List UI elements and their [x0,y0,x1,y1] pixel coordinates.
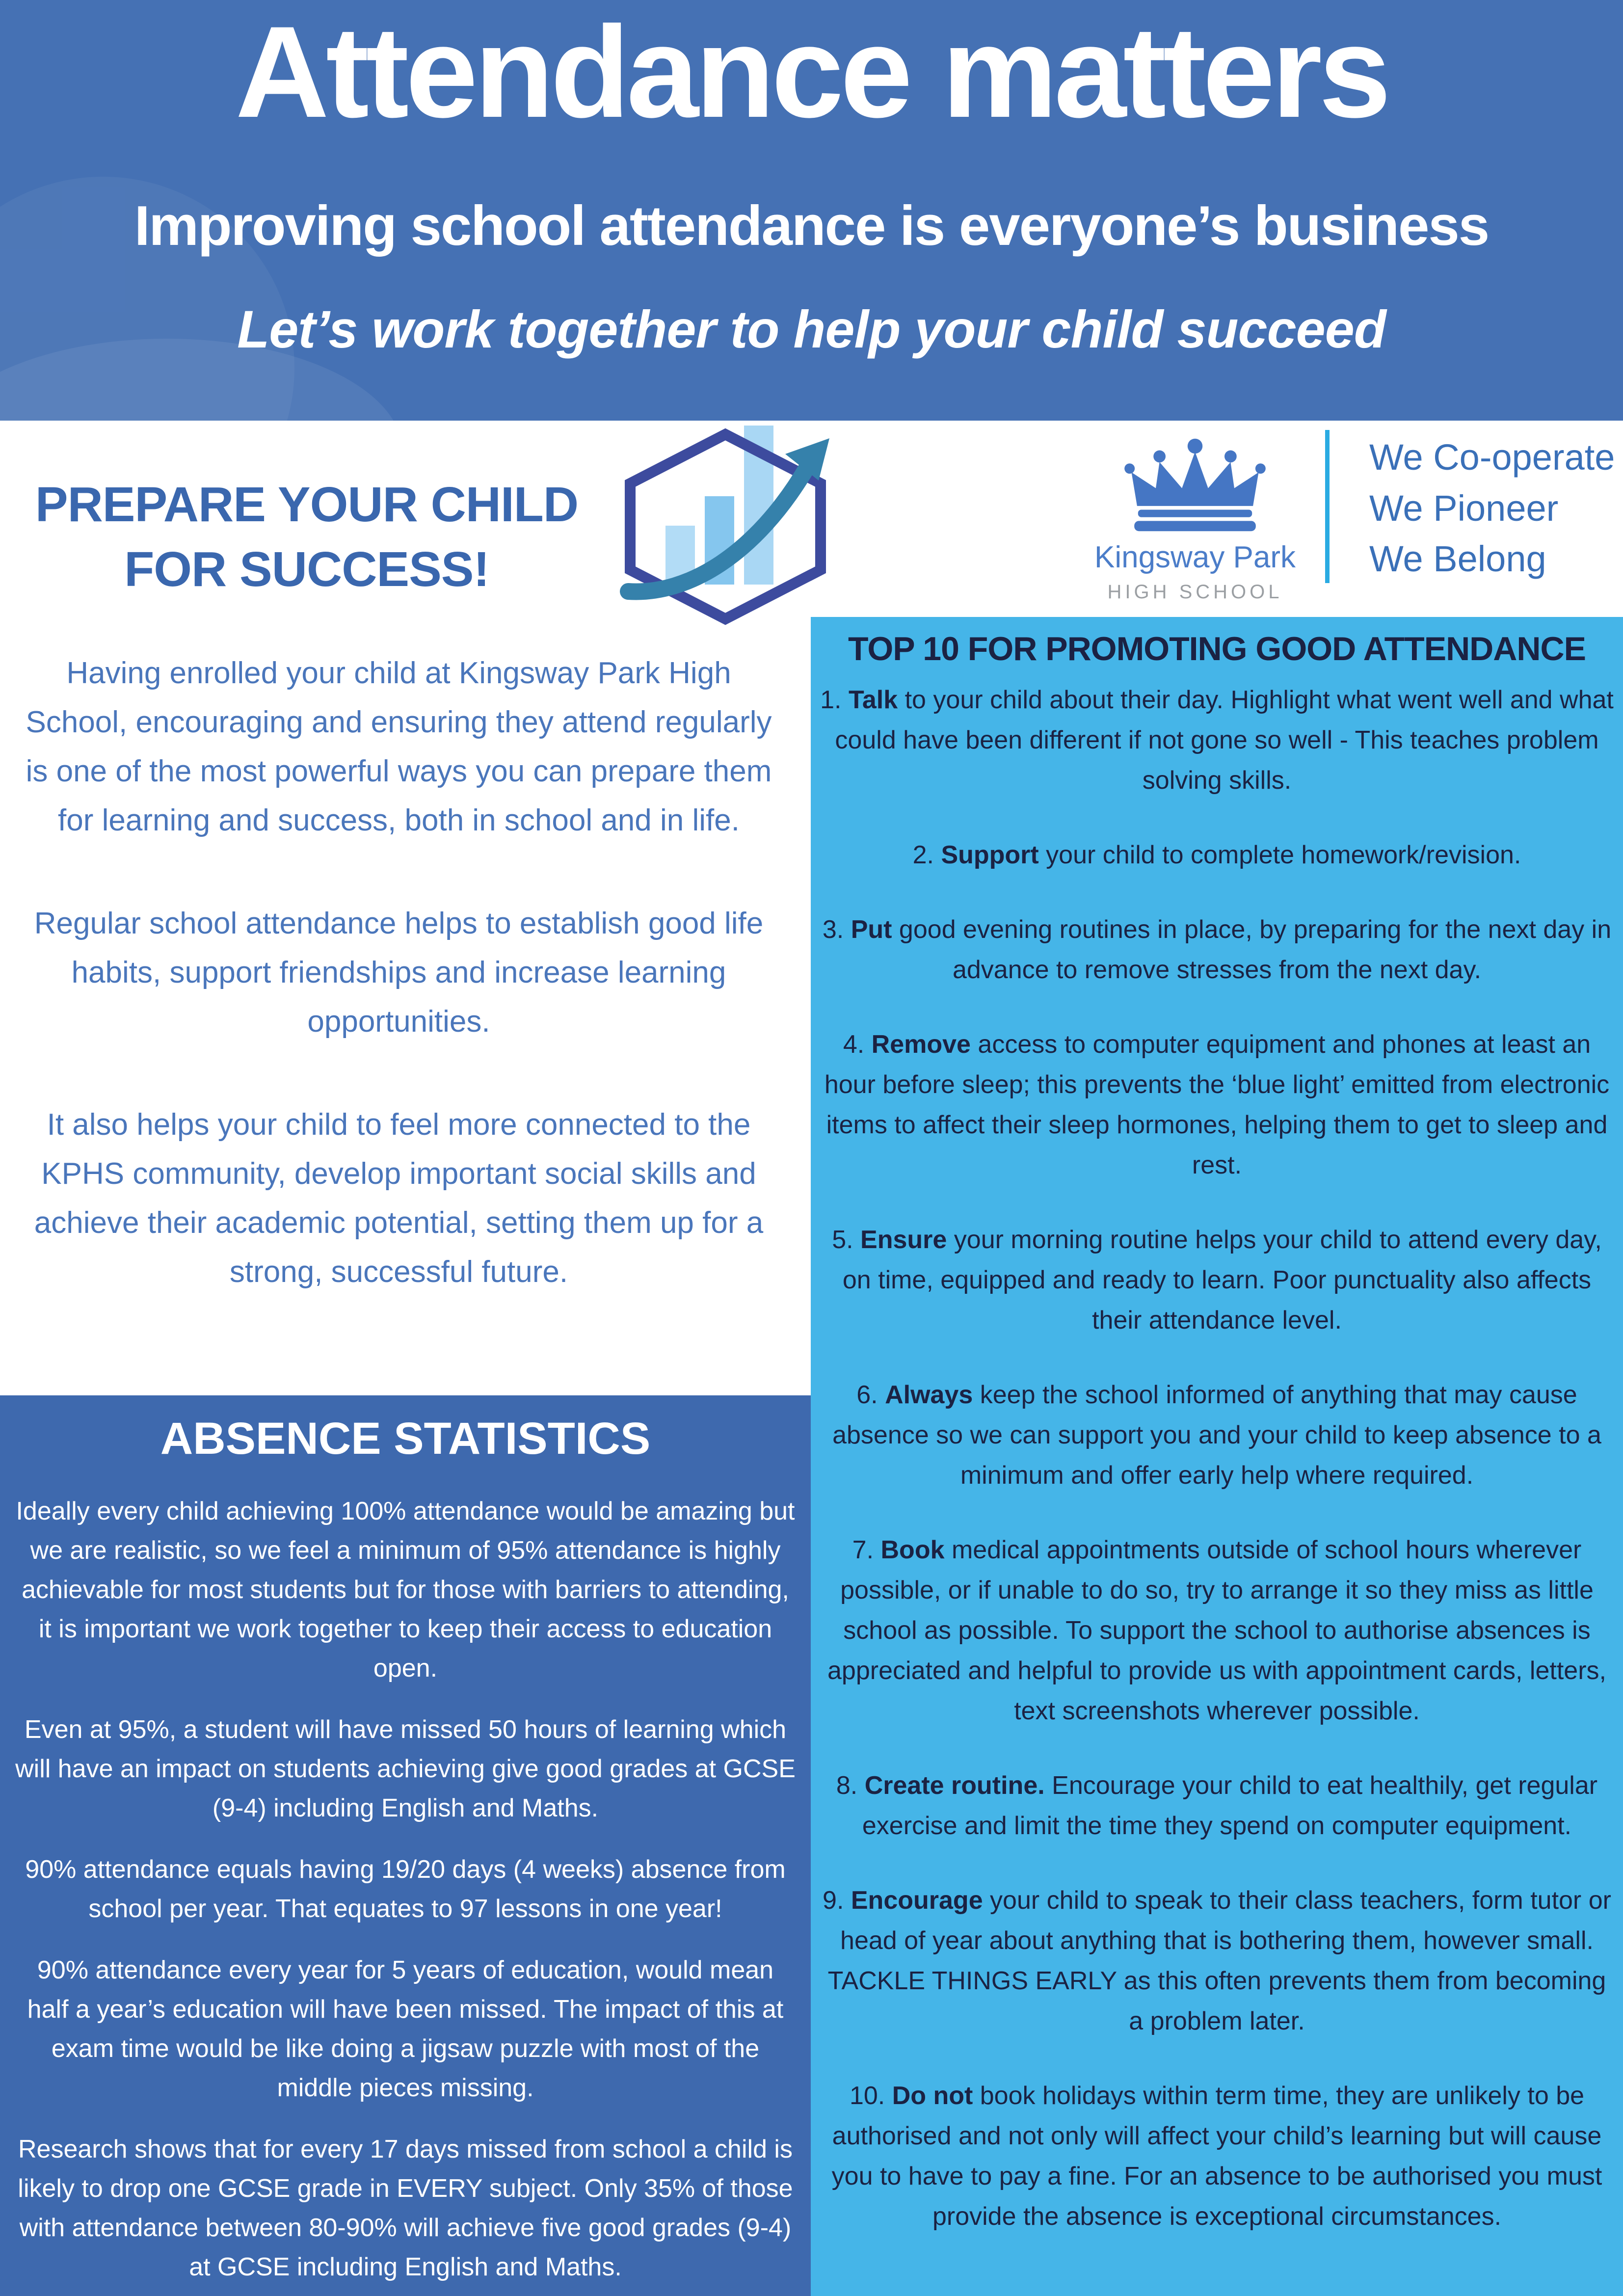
intro-paragraph: It also helps your child to feel more connected to the KPHS community, develop important social skills and achieve their academic potential, setting them up for a strong, successful future. [34,1108,764,1289]
top10-item-number: 1. [820,686,842,714]
intro-section [20,649,778,1351]
top10-item [818,1220,1616,1340]
top10-item-lead: Ensure [860,1226,947,1254]
top10-item-text: keep the school informed of anything that may cause absence so we can support you and your child to keep absence to a minimum and offer early help where required. [832,1381,1601,1490]
school-value-line: We Belong [1369,538,1546,580]
growth-chart-icon [614,422,836,629]
absence-title: ABSENCE STATISTICS [160,1414,651,1464]
top10-item-text: to your child about their day. Highlight what went well and what could have been different if not gone so well - This teaches problem solving skills. [835,686,1614,795]
top10-item-lead: Always [885,1381,973,1409]
top10-item-lead: Create routine. [864,1771,1045,1800]
absence-paragraph: 90% attendance equals having 19/20 days (4 weeks) absence from school per year. That equates to 97 lessons in one year! [25,1855,786,1923]
top10-item [818,1765,1616,1846]
school-name: Kingsway Park [1094,540,1296,574]
top10-item-lead: Remove [871,1030,971,1059]
top10-item-number: 9. [823,1886,844,1915]
poster-title: Attendance matters [235,0,1388,145]
top10-item [818,1530,1616,1731]
top10-item-text: access to computer equipment and phones at least an hour before sleep; this prevents the ‘blue light’ emitted from electronic items to affect their sleep hormones, helping them to get to sleep and rest. [824,1030,1610,1179]
absence-paragraph: Research shows that for every 17 days missed from school a child is likely to drop one GCSE grade in EVERY subject. Only 35% of those with attendance between 80-90% will achieve five good grades (9-4) at GCSE including English and Maths. [18,2135,793,2281]
brand-divider [1325,430,1330,583]
top10-item-number: 5. [832,1226,853,1254]
school-type: HIGH SCHOOL [1107,581,1283,603]
header-band [0,0,1623,421]
absence-panel [0,1395,811,2296]
absence-paragraph: Even at 95%, a student will have missed 50 hours of learning which will have an impact on students achieving give good grades at GCSE (9-4) including English and Maths. [15,1715,796,1822]
top10-item [818,835,1616,875]
top10-item [818,1880,1616,2041]
top10-title: TOP 10 FOR PROMOTING GOOD ATTENDANCE [848,630,1586,667]
top10-item-lead: Book [880,1536,945,1564]
absence-paragraph: 90% attendance every year for 5 years of education, would mean half a year’s education will have been missed. The impact of this at exam time would be like doing a jigsaw puzzle with most of the middle pieces missing. [27,1956,784,2102]
poster-tagline: Let’s work together to help your child succeed [237,299,1386,359]
top10-item-lead: Support [941,841,1039,869]
top10-item-number: 4. [843,1030,865,1059]
top10-item-text: your morning routine helps your child to attend every day, on time, equipped and ready to learn. Poor punctuality also affects their attendance level. [842,1226,1602,1335]
prepare-heading: PREPARE YOUR CHILD FOR SUCCESS! [35,477,579,597]
top10-item-number: 3. [822,915,844,944]
top10-item-lead: Do not [892,2082,973,2110]
school-value-line: We Co-operate [1369,437,1615,478]
absence-body [15,1492,796,2296]
top10-item-number: 10. [849,2082,885,2110]
school-value-line: We Pioneer [1369,487,1559,529]
top10-list [818,680,1616,2271]
top10-item [818,2076,1616,2237]
school-logo [1085,436,1305,603]
poster-subtitle: Improving school attendance is everyone’s business [134,195,1489,257]
crown-icon [1109,436,1281,534]
top10-panel [811,617,1623,2296]
top10-item-number: 6. [856,1381,878,1409]
top10-item-text: good evening routines in place, by preparing for the next day in advance to remove stresses from the next day. [892,915,1612,984]
school-values-list [1369,432,1623,585]
top10-item-text: medical appointments outside of school hours wherever possible, or if unable to do so, try to arrange it so they miss as little school as possible. To support the school to authorise absences is appreciated and helpful to provide us with appointment cards, letters, text screenshots wherever possible. [827,1536,1606,1725]
top10-item-text: book holidays within term time, they are unlikely to be authorised and not only will affect your child’s learning but will cause you to have to pay a fine. For an absence to be authorised you must provide the absence is exceptional circumstances. [831,2082,1602,2231]
top10-item-number: 8. [836,1771,858,1800]
intro-paragraph: Regular school attendance helps to establish good life habits, support friendships and increase learning opportunities. [34,907,764,1039]
top10-item-lead: Encourage [851,1886,983,1915]
top10-item-lead: Talk [848,686,898,714]
top10-item [818,1024,1616,1185]
top10-item-number: 7. [852,1536,874,1564]
top10-item [818,680,1616,801]
top10-item-text: your child to speak to their class teachers, form tutor or head of year about anything that is bothering them, however small. TACKLE THINGS EARLY as this often prevents them from becoming a problem later. [827,1886,1611,2035]
absence-paragraph: Ideally every child achieving 100% attendance would be amazing but we are realistic, so we feel a minimum of 95% attendance is highly achievable for most students but for those with barriers to attending, it is important we work together to keep their access to education open. [16,1497,795,1682]
top10-item-text: Encourage your child to eat healthily, get regular exercise and limit the time they spend on computer equipment. [862,1771,1598,1840]
top10-item [818,909,1616,990]
top10-item-text: your child to complete homework/revision. [1038,841,1521,869]
top10-item [818,1375,1616,1495]
intro-paragraph: Having enrolled your child at Kingsway Park High School, encouraging and ensuring they attend regularly is one of the most powerful ways you can prepare them for learning and success, both in school and in life. [26,656,772,837]
top10-item-lead: Put [851,915,892,944]
top10-item-number: 2. [912,841,934,869]
